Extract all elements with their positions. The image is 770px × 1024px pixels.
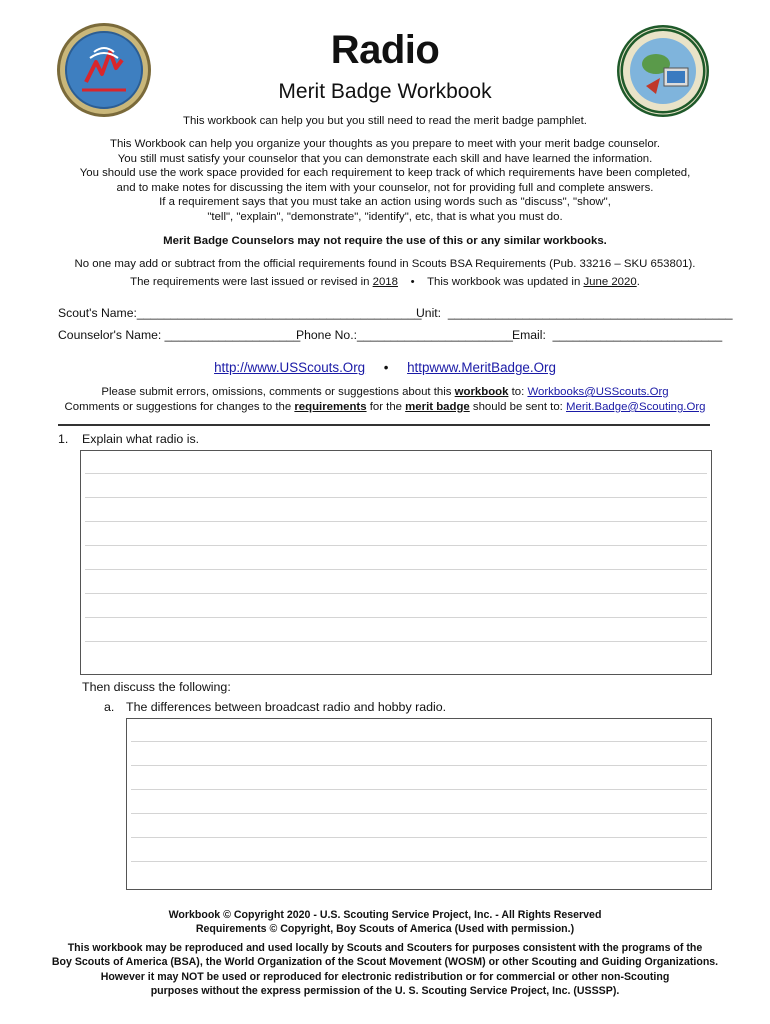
updated-suffix: . [636,276,640,288]
no-one-note: No one may add or subtract from the official requirements found in Scouts BSA Requirements (Pub. 33216 – SKU 653801). [74,258,696,270]
updated-prefix: This workbook was updated in [427,276,584,288]
counselor-name-field[interactable] [58,328,300,342]
merit-badge-email-link[interactable]: Merit.Badge@Scouting.Org [566,401,706,413]
workbook-word: workbook [454,386,509,398]
issued-year: 2018 [372,276,398,288]
submit-text: Please submit errors, omissions, comments or suggestions about this [101,386,455,398]
email-blank[interactable]: _________________________ [552,328,723,342]
submit-text: to: [508,386,528,398]
page-subtitle: Merit Badge Workbook [278,80,492,103]
intro-paragraph-line: If a requirement says that you must take an action using words such as "discuss", "show", [159,196,611,209]
answer-box-1[interactable] [80,450,712,675]
counselor-name-label: Counselor's Name: [58,328,162,342]
footer-license-line: However it may NOT be used or reproduced for electronic redistribution or for commercial or other non-Scouting [100,970,670,983]
footer [0,908,770,998]
submit-text: should be sent to: [469,401,566,413]
phone-label: Phone No.: [296,328,357,342]
updated-date: June 2020 [583,276,637,288]
submit-line-1 [0,385,770,400]
section-divider [58,424,710,426]
counselors-note: Merit Badge Counselors may not require the use of this or any similar workbooks. [163,235,607,247]
issued-line [0,275,770,290]
usscouts-link[interactable]: http://www.USScouts.Org [214,360,366,375]
scout-name-field[interactable] [58,306,422,320]
meritbadge-link[interactable]: httpwww.MeritBadge.Org [407,360,556,375]
footer-license-line: This workbook may be reproduced and used locally by Scouts and Scouters for purposes consistent with the programs of the [67,941,703,954]
phone-field[interactable] [296,328,513,342]
scout-name-blank[interactable]: __________________________________________ [136,306,422,320]
unit-blank[interactable]: __________________________________________ [447,306,733,320]
requirement-1-number: 1. [58,432,69,446]
intro-paragraph-line: and to make notes for discussing the item with your counselor, not for providing full and complete answers. [116,181,654,194]
requirement-1a-letter: a. [104,700,115,714]
requirements-word: requirements [294,401,367,413]
footer-license-line: Boy Scouts of America (BSA), the World Organization of the Scout Movement (WOSM) or other Scouting and Guiding Organizations. [51,956,719,969]
unit-label: Unit: [416,306,442,320]
page-title: Radio [330,28,440,72]
intro-paragraph-line: "tell", "explain", "demonstrate", "identify", etc, that is what you must do. [207,210,563,223]
intro-paragraph-line: You still must satisfy your counselor that you can demonstrate each skill and have learned the information. [117,152,653,165]
bullet: • [410,276,415,288]
requirement-1-followup: Then discuss the following: [82,680,231,694]
intro-paragraph-line: You should use the work space provided for each requirement to keep track of which requirements have been completed, [79,167,691,180]
footer-license-line: purposes without the express permission of the U. S. Scouting Service Project, Inc. (USSSP). [150,985,620,998]
submit-text: for the [366,401,406,413]
submit-text: Comments or suggestions for changes to the [64,401,295,413]
requirement-1-text: Explain what radio is. [82,432,200,446]
submit-line-2 [0,400,770,415]
footer-copyright: Workbook © Copyright 2020 - U.S. Scouting Service Project, Inc. - All Rights Reserved [168,909,602,921]
answer-box-1a[interactable] [126,718,712,890]
merit-badge-word: merit badge [405,401,470,413]
issued-prefix: The requirements were last issued or revised in [130,276,373,288]
unit-field[interactable] [416,306,733,320]
email-label: Email: [512,328,546,342]
intro-line: This workbook can help you but you still need to read the merit badge pamphlet. [183,115,587,127]
intro-paragraph [0,137,770,225]
counselor-name-blank[interactable]: ____________________ [164,328,301,342]
workbooks-email-link[interactable]: Workbooks@USScouts.Org [527,386,669,398]
requirement-1a-text: The differences between broadcast radio and hobby radio. [126,700,447,714]
phone-blank[interactable]: _______________________ [356,328,513,342]
website-links [0,360,770,375]
scout-name-label: Scout's Name: [58,306,137,320]
footer-requirements-copyright: Requirements © Copyright, Boy Scouts of America (Used with permission.) [195,923,575,936]
email-field[interactable] [512,328,722,342]
bullet: • [383,360,389,375]
intro-paragraph-line: This Workbook can help you organize your thoughts as you prepare to meet with your merit badge counselor. [109,138,660,150]
